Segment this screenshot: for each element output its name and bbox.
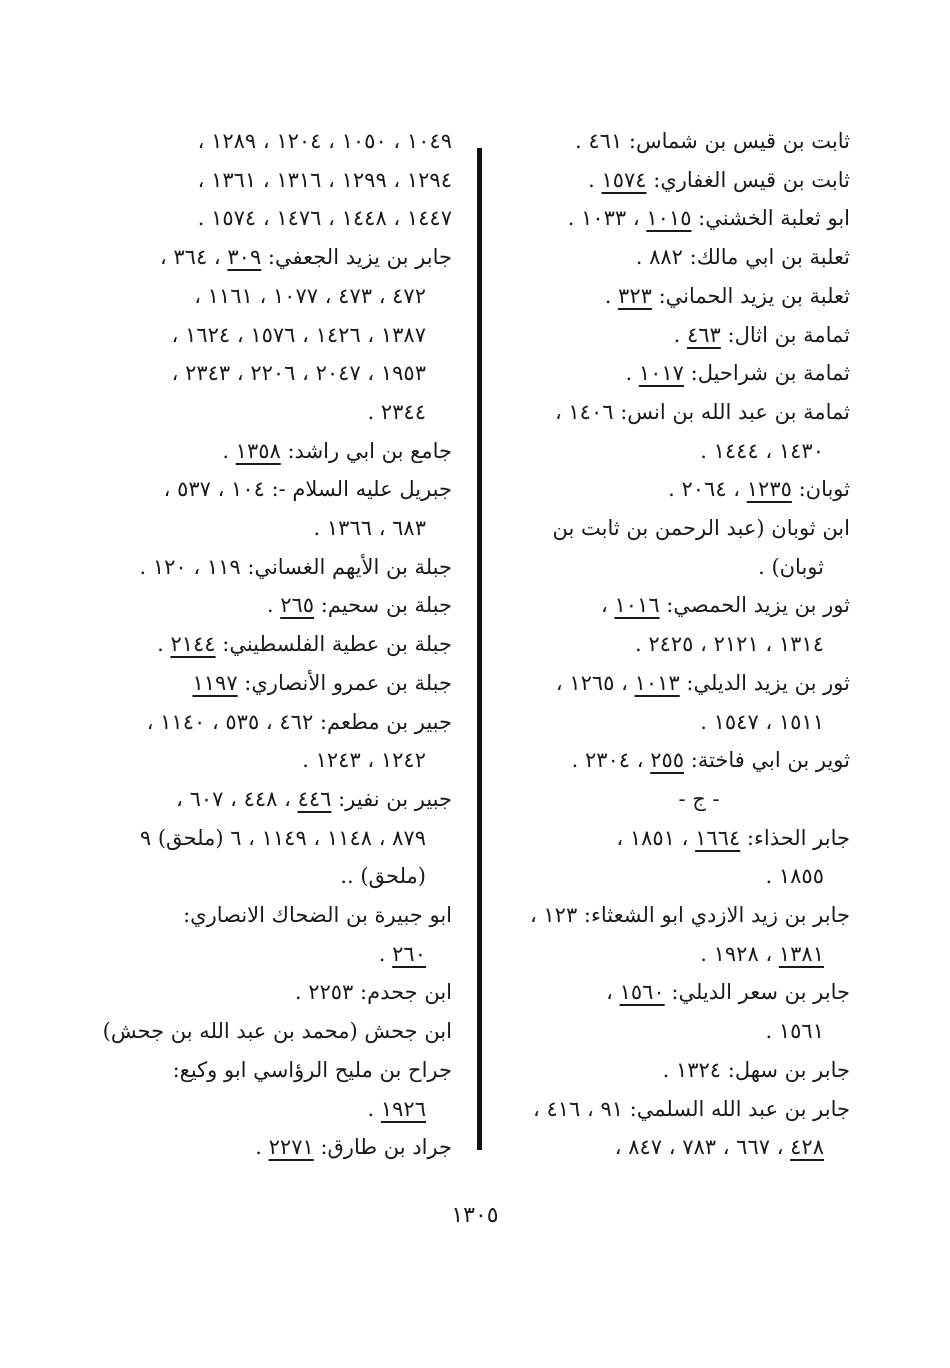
primary-reference-number: ١٥٧٤	[601, 167, 647, 192]
primary-reference-number: ١٣٥٨	[235, 438, 281, 463]
index-entry	[90, 1051, 452, 1128]
entry-continuation-line: (ملحق) ..	[340, 864, 426, 889]
entry-continuation-line: ١٤٣٠ ، ١٤٤٤ .	[700, 438, 824, 463]
index-entry	[488, 780, 850, 819]
index-entry	[488, 741, 850, 780]
entry-line: ثابت بن قيس الغفاري: ١٥٧٤ .	[588, 167, 850, 192]
entry-continuation-line: ١٣١٤ ، ٢١٢١ ، ٢٤٢٥ .	[634, 632, 824, 657]
primary-reference-number: ٣٢٣	[618, 283, 652, 308]
primary-reference-number: ٢١٤٤	[170, 632, 216, 657]
index-entry	[488, 316, 850, 355]
entry-line: ابو ثعلبة الخشني: ١٠١٥ ، ١٠٣٣ .	[567, 206, 850, 231]
index-column-left	[90, 122, 452, 1167]
entry-continuation-line: ١٥٦١ .	[765, 1019, 824, 1044]
entry-continuation-line: ١٣٨١ ، ١٩٢٨ .	[700, 941, 824, 966]
primary-reference-number: ٢٦٠	[392, 941, 426, 966]
entry-line: ثوبان: ١٢٣٥ ، ٢٠٦٤ .	[668, 477, 850, 502]
entry-line: جابر بن سعر الديلي: ١٥٦٠ ،	[606, 980, 850, 1005]
index-entry	[488, 1051, 850, 1090]
index-entry	[488, 393, 850, 470]
primary-reference-number: ٢٥٥	[650, 748, 685, 773]
index-entry	[488, 277, 850, 316]
entry-continuation-line: ١٤٤٧ ، ١٤٤٨ ، ١٤٧٦ ، ١٥٧٤ .	[197, 206, 452, 231]
index-entry	[90, 586, 452, 625]
entry-line: ابن ثوبان (عبد الرحمن بن ثابت بن	[552, 516, 850, 541]
entry-line: ثعلبة بن ابي مالك: ٨٨٢ .	[635, 245, 850, 270]
index-entry	[90, 1128, 452, 1167]
primary-reference-number: ١٩٢٦	[380, 1096, 426, 1121]
entry-line: جابر بن سهل: ١٣٢٤ .	[662, 1057, 850, 1082]
entry-line: جراح بن مليح الرؤاسي ابو وكيع:	[172, 1057, 452, 1082]
entry-continuation-line: ٤٢٨ ، ٦٦٧ ، ٧٨٣ ، ٨٤٧ ،	[614, 1135, 824, 1160]
primary-reference-number: ٤٢٨	[790, 1135, 824, 1160]
entry-continuation-line: ١٢٩٤ ، ١٢٩٩ ، ١٣١٦ ، ١٣٦١ ،	[197, 167, 452, 192]
entry-line: ثابت بن قيس بن شماس: ٤٦١ .	[575, 129, 850, 153]
entry-continuation-line: ٢٦٠ .	[378, 941, 426, 966]
entry-line: جراد بن طارق: ٢٢٧١ .	[255, 1135, 452, 1160]
primary-reference-number: ١٢٣٥	[746, 477, 792, 502]
index-entry	[488, 973, 850, 1050]
entry-continuation-line: ١٥١١ ، ١٥٤٧ .	[700, 709, 824, 734]
entry-line: ١٠٤٩ ، ١٠٥٠ ، ١٢٠٤ ، ١٢٨٩ ،	[197, 129, 452, 153]
entry-line: جبلة بن عمرو الأنصاري: ١١٩٧	[192, 670, 452, 695]
index-entry	[488, 509, 850, 586]
index-entry	[488, 470, 850, 509]
index-entry	[488, 354, 850, 393]
index-entry	[90, 625, 452, 664]
entry-line: جابر بن زيد الازدي ابو الشعثاء: ١٢٣ ،	[529, 903, 850, 928]
entry-line: ابو جبيرة بن الضحاك الانصاري:	[183, 903, 452, 928]
entry-line: جبريل عليه السلام -: ١٠٤ ، ٥٣٧ ،	[163, 477, 452, 502]
index-column-right	[488, 122, 850, 1167]
entry-line: جامع بن ابي راشد: ١٣٥٨ .	[222, 438, 452, 463]
entry-continuation-line: ١٩٢٦ .	[367, 1096, 426, 1121]
page-number: ١٣٠٥	[451, 1203, 499, 1228]
index-entry	[488, 161, 850, 200]
primary-reference-number: ٢٦٥	[280, 593, 315, 618]
primary-reference-number: ١٣٨١	[778, 941, 824, 966]
index-entry	[90, 703, 452, 780]
entry-continuation-line: ٦٨٣ ، ١٣٦٦ .	[313, 516, 426, 541]
index-entry	[90, 1012, 452, 1051]
index-entry	[90, 548, 452, 587]
entry-line: ثعلبة بن يزيد الحماني: ٣٢٣ .	[604, 283, 850, 308]
entry-continuation-line: ٤٧٢ ، ٤٧٣ ، ١٠٧٧ ، ١١٦١ ،	[194, 283, 426, 308]
index-entry	[90, 973, 452, 1012]
entry-line: جبلة بن سحيم: ٢٦٥ .	[266, 593, 452, 618]
index-entry	[90, 470, 452, 547]
index-entry	[488, 664, 850, 741]
primary-reference-number: ٤٤٦	[297, 786, 332, 811]
index-entry	[90, 780, 452, 896]
entry-line: ثور بن يزيد الحمصي: ١٠١٦ ،	[601, 593, 850, 618]
entry-line: جبلة بن عطية الفلسطيني: ٢١٤٤ .	[157, 632, 452, 657]
entry-line: جبير بن مطعم: ٤٦٢ ، ٥٣٥ ، ١١٤٠ ،	[146, 709, 452, 734]
index-entry	[90, 896, 452, 973]
index-entry	[90, 432, 452, 471]
entry-line: ابن جحدم: ٢٢٥٣ .	[294, 980, 452, 1005]
primary-reference-number: ١٠١٥	[646, 206, 692, 231]
primary-reference-number: ٣٠٩	[227, 245, 262, 270]
entry-line: جابر بن عبد الله السلمي: ٩١ ، ٤١٦ ،	[533, 1096, 850, 1121]
primary-reference-number: ١٠١٣	[634, 670, 680, 695]
index-entry	[488, 199, 850, 238]
primary-reference-number: ١٦٦٤	[695, 825, 741, 850]
index-entry	[488, 238, 850, 277]
entry-continuation-line: ١٩٥٣ ، ٢٠٤٧ ، ٢٢٠٦ ، ٢٣٤٣ ،	[171, 361, 426, 386]
primary-reference-number: ٢٢٧١	[268, 1135, 314, 1160]
index-entry	[488, 122, 850, 161]
primary-reference-number: ١٠١٧	[638, 361, 684, 386]
entry-line: جبير بن نفير: ٤٤٦ ، ٤٤٨ ، ٦٠٧ ،	[176, 786, 452, 811]
entry-line: - ج -	[678, 786, 720, 811]
entry-line: ثمامة بن عبد الله بن انس: ١٤٠٦ ،	[554, 399, 850, 424]
column-divider	[477, 148, 482, 1150]
entry-line: ثور بن يزيد الديلي: ١٠١٣ ، ١٢٦٥ ،	[555, 670, 850, 695]
entry-line: جبلة بن الأيهم الغساني: ١١٩ ، ١٢٠ .	[139, 554, 452, 579]
entry-line: ثمامة بن اثال: ٤٦٣ .	[673, 322, 850, 347]
entry-continuation-line: ١٢٤٢ ، ١٢٤٣ .	[302, 748, 426, 773]
entry-continuation-line: ٢٣٤٤ .	[367, 399, 426, 424]
index-entry	[488, 1090, 850, 1167]
index-entry	[90, 122, 452, 238]
entry-line: ابن جحش (محمد بن عبد الله بن جحش)	[102, 1019, 452, 1044]
primary-reference-number: ١٠١٦	[614, 593, 660, 618]
index-entry	[90, 238, 452, 432]
index-entry	[488, 819, 850, 896]
entry-continuation-line: ٨٧٩ ، ١١٤٨ ، ١١٤٩ ، ٦ (ملحق) ٩	[139, 825, 426, 850]
index-entry	[90, 664, 452, 703]
entry-line: جابر الحذاء: ١٦٦٤ ، ١٨٥١ ،	[616, 825, 850, 850]
primary-reference-number: ١٥٦٠	[619, 980, 665, 1005]
entry-continuation-line: ثوبان) .	[758, 554, 824, 579]
primary-reference-number: ٤٦٣	[686, 322, 721, 347]
entry-line: جابر بن يزيد الجعفي: ٣٠٩ ، ٣٦٤ ،	[159, 245, 452, 270]
index-entry	[488, 896, 850, 973]
index-entry	[488, 586, 850, 663]
entry-line: ثمامة بن شراحيل: ١٠١٧ .	[625, 361, 850, 386]
entry-line: ثوير بن ابي فاختة: ٢٥٥ ، ٢٣٠٤ .	[571, 748, 850, 773]
entry-continuation-line: ١٣٨٧ ، ١٤٢٦ ، ١٥٧٦ ، ١٦٢٤ ،	[171, 322, 426, 347]
primary-reference-number: ١١٩٧	[192, 670, 238, 695]
entry-continuation-line: ١٨٥٥ .	[765, 864, 824, 889]
